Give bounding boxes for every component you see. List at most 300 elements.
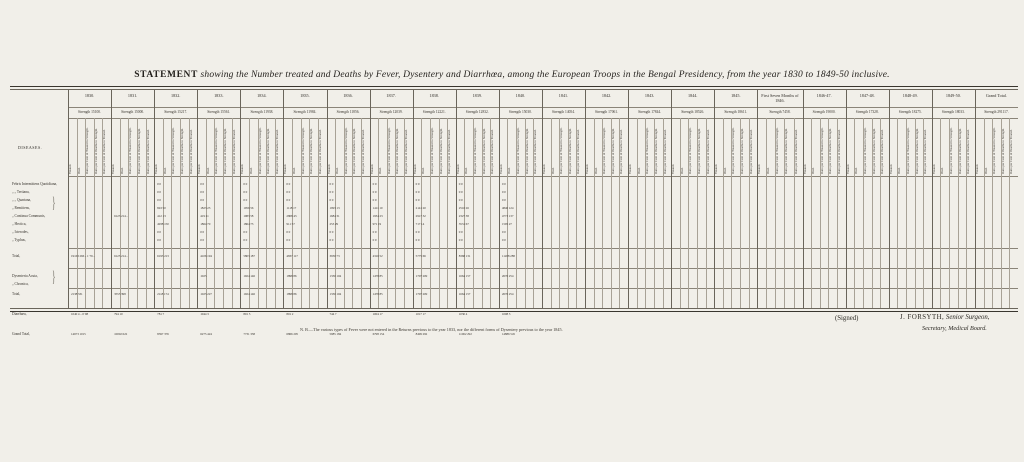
- table-cell: 4938 150: [157, 222, 169, 226]
- subcolumn-header: Ratio per Cent of Deaths to Strength.: [266, 128, 271, 174]
- table-cell: 0 0: [458, 238, 463, 242]
- subcolumn-rule: [923, 118, 924, 308]
- subcolumn-header: Ratio per Cent of Treated to Strength.: [645, 127, 650, 174]
- table-cell: 0 0: [243, 190, 248, 194]
- year-header: 1848-49.: [902, 93, 918, 98]
- subcolumn-rule: [731, 118, 732, 308]
- signatory-name-text: J. FORSYTH,: [900, 314, 945, 321]
- table-cell: 3555 398: [114, 292, 126, 296]
- subcolumn-header: Ratio per Cent of Deaths to Treated.: [793, 129, 798, 174]
- subcolumn-header: Treated.: [326, 163, 331, 174]
- subcolumn-header: Ratio per Cent of Deaths to Treated.: [102, 129, 107, 174]
- table-cell: 1684 31: [329, 214, 340, 218]
- footnote: N. B.—The various types of Fever were not entered in the Returns previous to the year 1833, nor the different forms of Dysentery previous to the year 1845.: [300, 327, 563, 332]
- year-header: 1840.: [515, 93, 526, 98]
- strength-label: Strength 18275.: [898, 110, 922, 114]
- table-cell: 5775 66: [415, 254, 426, 258]
- table-cell: 0 0: [200, 182, 205, 186]
- table-cell: 0 0: [157, 198, 161, 202]
- subcolumn-header: Ratio per Cent of Deaths to Strength.: [914, 128, 919, 174]
- subcolumn-header: Ratio per Cent of Treated to Strength.: [386, 127, 391, 174]
- subcolumn-header: Ratio per Cent of Deaths to Strength.: [395, 128, 400, 174]
- table-cell: 0 0: [157, 182, 161, 186]
- subcolumn-header: Treated.: [68, 163, 72, 174]
- subcolumn-rule: [137, 118, 138, 308]
- year-header: 1841.: [558, 93, 569, 98]
- subcolumn-header: Treated.: [671, 163, 676, 174]
- subcolumn-rule: [361, 118, 362, 308]
- subcolumn-header: Ratio per Cent of Deaths to Strength.: [180, 128, 185, 174]
- subcolumn-rule: [146, 118, 147, 308]
- table-cell: 6125 214 ..: [114, 254, 128, 258]
- subcolumn-rule: [568, 118, 569, 308]
- subcolumn-header: Died.: [464, 167, 469, 174]
- year-header: 1833.: [214, 93, 224, 98]
- table-cell: 1017 17: [415, 312, 426, 316]
- table-cell: 5803 187: [243, 254, 255, 258]
- table-cell: 971 19: [372, 222, 382, 226]
- subcolumn-header: Ratio per Cent of Deaths to Treated.: [404, 129, 409, 174]
- signatory-role-2: Secretary, Medical Board.: [922, 325, 987, 332]
- subcolumn-header: Ratio per Cent of Deaths to Strength.: [740, 128, 745, 174]
- table-cell: 8397 376: [157, 332, 169, 336]
- table-cell: 0 0: [286, 238, 291, 242]
- table-cell: 2118 174: [157, 292, 169, 296]
- subcolumn-header: Treated.: [628, 163, 633, 174]
- subcolumn-header: Died.: [205, 167, 210, 174]
- subcolumn-header: Ratio per Cent of Deaths to Treated.: [317, 129, 322, 174]
- table-cell: 0 0: [372, 190, 377, 194]
- title-lead: STATEMENT: [134, 70, 198, 80]
- subcolumn-rule: [275, 118, 276, 308]
- table-cell: 1025 227: [200, 292, 212, 296]
- subcolumn-header: Ratio per Cent of Deaths to Strength.: [784, 128, 789, 174]
- subcolumn-header: Treated.: [154, 163, 159, 174]
- subcolumn-rule: [949, 118, 950, 308]
- table-cell: 0 0: [329, 238, 334, 242]
- table-cell: 0 0: [200, 198, 205, 202]
- table-cell: 1478 85: [372, 274, 383, 278]
- subcolumn-rule: [1001, 118, 1002, 308]
- subcolumn-rule: [490, 118, 491, 308]
- table-cell: 0 0: [501, 182, 506, 186]
- subcolumn-header: Ratio per Cent of Deaths to Treated.: [188, 129, 193, 174]
- subcolumn-rule: [576, 118, 577, 308]
- subcolumn-rule: [335, 118, 336, 308]
- subcolumn-rule: [120, 118, 121, 308]
- row-label: „ Hectica,: [12, 222, 27, 226]
- table-cell: 0 0: [501, 190, 506, 194]
- title-rest: showing the Number treated and Deaths by Fever, Dysentery and Diarrhœa, among the European Troops in the Bengal Presidency, from the year 1830 to 1849-50 inclusive.: [200, 70, 890, 80]
- subcolumn-rule: [1009, 118, 1010, 308]
- row-label: „ Chronica,: [12, 282, 29, 286]
- table-cell: 1004 17: [372, 312, 383, 316]
- subcolumn-header: Ratio per Cent of Deaths to Treated.: [748, 129, 753, 174]
- subcolumn-rule: [249, 118, 250, 308]
- subcolumn-rule: [430, 118, 431, 308]
- subcolumn-header: Ratio per Cent of Deaths to Strength.: [828, 128, 833, 174]
- subcolumn-rule: [301, 118, 302, 308]
- subcolumn-rule: [516, 118, 517, 308]
- subcolumn-header: Died.: [507, 167, 512, 174]
- table-cell: 0 0: [415, 238, 420, 242]
- subcolumn-header: Died.: [722, 167, 727, 174]
- subcolumn-header: Treated.: [197, 163, 202, 174]
- table-cell: 7731 338: [243, 332, 255, 336]
- year-header: Grand Total.: [985, 93, 1007, 98]
- strength-header-rule: [68, 118, 1018, 119]
- strength-label: Strength 17061.: [595, 110, 619, 114]
- subcolumn-rule: [984, 118, 985, 308]
- table-cell: 10002 622: [114, 332, 128, 336]
- strength-label: Strength 17328.: [855, 110, 879, 114]
- subcolumn-rule: [723, 118, 724, 308]
- strength-label: Strength 12221.: [422, 110, 446, 114]
- table-cell: 1664 157: [458, 274, 471, 278]
- subcolumn-header: Ratio per Cent of Treated to Strength.: [343, 127, 348, 174]
- subcolumn-header: Ratio per Cent of Treated to Strength.: [257, 127, 262, 174]
- table-cell: 3531 67: [458, 222, 469, 226]
- table-cell: 1664 157: [458, 292, 471, 296]
- subcolumn-rule: [421, 118, 422, 308]
- table-cell: 0 0: [458, 198, 463, 202]
- diseases-header: DISEASES.: [18, 145, 43, 150]
- subcolumn-rule: [697, 118, 698, 308]
- table-cell: 1864 73: [243, 222, 254, 226]
- table-cell: 6275 424: [200, 332, 212, 336]
- subcolumn-header: Ratio per Cent of Deaths to Treated.: [662, 129, 667, 174]
- table-cell: 0 0: [286, 198, 291, 202]
- table-cell: 4773 137: [501, 214, 514, 218]
- table-cell: 744 7: [329, 312, 337, 316]
- table-cell: 0 0: [286, 182, 291, 186]
- table-cell: 0 0: [458, 230, 463, 234]
- row-label: Febris Intermittens Quotidiana,: [12, 182, 58, 186]
- fever-total-rule: [68, 248, 1018, 249]
- subcolumn-header: Ratio per Cent of Deaths to Strength.: [610, 128, 615, 174]
- table-cell: 0 0: [157, 238, 161, 242]
- subcolumn-header: Ratio per Cent of Deaths to Treated.: [533, 129, 538, 174]
- table-cell: 1864 70: [200, 222, 211, 226]
- table-cell: 1118 17: [286, 206, 297, 210]
- table-cell: 0 0: [329, 190, 334, 194]
- subcolumn-rule: [811, 118, 812, 308]
- year-header: 1830.: [84, 93, 95, 98]
- subcolumn-rule: [680, 118, 681, 308]
- subcolumn-rule: [206, 118, 207, 308]
- subcolumn-rule: [163, 118, 164, 308]
- subcolumn-rule: [688, 118, 689, 308]
- subcolumn-rule: [292, 118, 293, 308]
- strength-label: Strength 18611.: [724, 110, 748, 114]
- table-cell: 11208 288: [501, 254, 515, 258]
- subcolumn-header: Treated.: [369, 163, 374, 174]
- strength-label: Strength 15561.: [207, 110, 231, 114]
- subcolumn-header: Ratio per Cent of Deaths to Strength.: [567, 128, 572, 174]
- subcolumn-header: Died.: [550, 167, 555, 174]
- subcolumn-rule: [77, 118, 78, 308]
- table-cell: 0 0: [243, 198, 248, 202]
- table-cell: 0 0: [415, 198, 420, 202]
- subcolumn-rule: [128, 118, 129, 308]
- subcolumn-rule: [749, 118, 750, 308]
- subcolumn-header: Ratio per Cent of Deaths to Strength.: [438, 128, 443, 174]
- table-cell: 717 14: [415, 222, 425, 226]
- table-cell: 0 0: [200, 238, 205, 242]
- table-cell: 2510 26: [458, 206, 469, 210]
- table-cell: 1924 146: [243, 292, 255, 296]
- year-header: 1844.: [688, 93, 698, 98]
- table-cell: 0 0: [415, 230, 420, 234]
- subcolumn-rule: [820, 118, 821, 308]
- table-cell: 0 0: [372, 230, 377, 234]
- subcolumn-header: Ratio per Cent of Deaths to Treated.: [231, 129, 236, 174]
- strength-label: Strength 15000.: [121, 110, 145, 114]
- year-header: 1849-50.: [945, 93, 961, 98]
- subcolumn-rule: [766, 118, 767, 308]
- table-cell: 0 0: [501, 238, 506, 242]
- subcolumn-rule: [828, 118, 829, 308]
- row-label: Dysenteria Acuta,: [12, 274, 38, 278]
- table-cell: 1993 13: [329, 206, 340, 210]
- subcolumn-header: Treated.: [455, 163, 460, 174]
- table-cell: 0 0: [372, 238, 377, 242]
- subcolumn-header: Died.: [766, 167, 771, 174]
- year-header: 1846-47.: [816, 93, 832, 98]
- subcolumn-rule: [94, 118, 95, 308]
- year-header: 1831.: [127, 93, 138, 98]
- subcolumn-header: Ratio per Cent of Treated to Strength.: [128, 127, 133, 174]
- subcolumn-header: Treated.: [974, 163, 979, 174]
- table-cell: 11062 292: [458, 332, 472, 336]
- subcolumn-header: Died.: [854, 167, 859, 174]
- subcolumn-header: Treated.: [498, 163, 503, 174]
- table-cell: 0 0: [372, 182, 377, 186]
- subcolumn-rule: [378, 118, 379, 308]
- strength-label: Strength 12039.: [379, 110, 403, 114]
- subcolumn-header: Ratio per Cent of Deaths to Strength.: [524, 128, 529, 174]
- year-header: 1843.: [644, 93, 655, 98]
- strength-label: Strength 11856.: [336, 110, 360, 114]
- year-header: 1832.: [170, 93, 181, 98]
- subcolumn-header: Died.: [811, 167, 816, 174]
- subcolumn-header: Ratio per Cent of Treated to Strength.: [516, 127, 521, 174]
- table-cell: 801 5: [243, 312, 251, 316]
- subcolumn-rule: [180, 118, 181, 308]
- subcolumn-header: Treated.: [845, 163, 850, 174]
- table-cell: 1411 10: [372, 206, 383, 210]
- table-cell: 1707 209: [415, 292, 428, 296]
- table-cell: 2670 254: [501, 292, 514, 296]
- subcolumn-header: Ratio per Cent of Deaths to Treated.: [837, 129, 842, 174]
- table-cell: 6123 214 ..: [114, 214, 128, 218]
- subcolumn-header: Died.: [897, 167, 902, 174]
- year-header: 1835.: [300, 93, 310, 98]
- subcolumn-header: Died.: [292, 167, 297, 174]
- subcolumn-rule: [784, 118, 785, 308]
- subcolumn-rule: [223, 118, 224, 308]
- subcolumn-rule: [654, 118, 655, 308]
- subcolumn-header: Ratio per Cent of Deaths to Treated.: [705, 129, 710, 174]
- subcolumn-header: Died.: [378, 167, 383, 174]
- subcolumn-header: Ratio per Cent of Deaths to Treated.: [576, 129, 581, 174]
- row-label: „ Typhus,: [12, 238, 26, 242]
- strength-label: Strength 11984.: [293, 110, 317, 114]
- table-cell: 1707 209: [415, 274, 428, 278]
- subcolumn-rule: [214, 118, 215, 308]
- subcolumn-header: Ratio per Cent of Deaths to Treated.: [490, 129, 495, 174]
- subcolumn-header: Treated.: [931, 163, 936, 174]
- subcolumn-header: Ratio per Cent of Treated to Strength.: [949, 127, 954, 174]
- table-cell: 911 57: [286, 222, 295, 226]
- subcolumn-header: Ratio per Cent of Treated to Strength.: [862, 127, 867, 174]
- table-cell: 0 0: [501, 198, 506, 202]
- subcolumn-rule: [740, 118, 741, 308]
- subcolumn-rule: [663, 118, 664, 308]
- subcolumn-rule: [258, 118, 259, 308]
- subcolumn-header: Treated.: [802, 163, 807, 174]
- subcolumn-rule: [880, 118, 881, 308]
- signed-label: (Signed): [835, 315, 859, 322]
- table-cell: 1934 23: [372, 214, 383, 218]
- subcolumn-header: Died.: [636, 167, 641, 174]
- table-cell: 4837 117: [286, 254, 298, 258]
- subcolumn-header: Treated.: [283, 163, 288, 174]
- strength-label: Strength 291117.: [984, 110, 1009, 114]
- subcolumn-header: Ratio per Cent of Deaths to Treated.: [1009, 129, 1014, 174]
- subcolumn-header: Ratio per Cent of Deaths to Strength.: [957, 128, 962, 174]
- table-cell: 2808 43: [286, 214, 297, 218]
- subcolumn-header: Ratio per Cent of Treated to Strength.: [775, 127, 780, 174]
- table-cell: 253 29: [329, 222, 338, 226]
- table-cell: 0 0: [329, 182, 334, 186]
- subcolumn-header: Died.: [162, 167, 167, 174]
- subcolumn-header: Ratio per Cent of Deaths to Treated.: [145, 129, 150, 174]
- year-header: 1845.: [731, 93, 741, 98]
- subcolumn-rule: [594, 118, 595, 308]
- subcolumn-rule: [966, 118, 967, 308]
- subcolumn-header: Treated.: [714, 163, 719, 174]
- year-header: 1847-48.: [859, 93, 875, 98]
- subcolumn-rule: [551, 118, 552, 308]
- subcolumn-rule: [232, 118, 233, 308]
- subcolumn-rule: [464, 118, 465, 308]
- subcolumn-rule: [352, 118, 353, 308]
- year-header: 1834.: [257, 93, 267, 98]
- strength-label: Strength 17844.: [638, 110, 662, 114]
- table-cell: 1898 86: [286, 292, 297, 296]
- fever-brace: }: [52, 195, 56, 212]
- subcolumn-header: Died.: [421, 167, 426, 174]
- subcolumn-header: Ratio per Cent of Deaths to Strength.: [309, 128, 314, 174]
- subcolumn-header: Ratio per Cent of Treated to Strength.: [171, 127, 176, 174]
- subcolumn-rule: [897, 118, 898, 308]
- subcolumn-rule: [775, 118, 776, 308]
- strength-label: Strength 11938.: [250, 110, 274, 114]
- subcolumn-rule: [439, 118, 440, 308]
- table-cell: 4840 124: [501, 206, 514, 210]
- table-cell: 0 0: [243, 182, 248, 186]
- signatory-role-1: Senior Surgeon,: [945, 314, 990, 321]
- strength-label: Strength 7458.: [769, 110, 791, 114]
- subcolumn-header: Ratio per Cent of Deaths to Strength.: [481, 128, 486, 174]
- table-cell: 0 0: [329, 198, 334, 202]
- subcolumn-header: Ratio per Cent of Deaths to Strength.: [136, 128, 141, 174]
- row-label: Total,: [12, 254, 21, 258]
- subcolumn-header: Died.: [248, 167, 253, 174]
- subcolumn-header: Ratio per Cent of Deaths to Strength.: [871, 128, 876, 174]
- table-cell: 4106 194: [200, 254, 212, 258]
- subcolumn-rule: [309, 118, 310, 308]
- dysentery-brace: }: [52, 269, 56, 286]
- subcolumn-rule: [447, 118, 448, 308]
- row-label: „ „ Quartana,: [12, 198, 32, 202]
- table-cell: 0 0: [458, 182, 463, 186]
- table-cell: 1008 3: [501, 312, 511, 316]
- table-cell: 1478 85: [372, 292, 383, 296]
- subcolumn-header: Ratio per Cent of Treated to Strength.: [992, 127, 997, 174]
- subcolumn-rule: [794, 118, 795, 308]
- subcolumn-header: Died.: [940, 167, 945, 174]
- subcolumn-rule: [906, 118, 907, 308]
- subcolumn-rule: [645, 118, 646, 308]
- statement-title: [0, 70, 1024, 80]
- subcolumn-rule: [473, 118, 474, 308]
- subcolumn-header: Ratio per Cent of Deaths to Treated.: [923, 129, 928, 174]
- table-cell: 2917 32: [415, 214, 426, 218]
- table-cell: 0 0: [415, 190, 420, 194]
- subcolumn-header: Ratio per Cent of Deaths to Treated.: [447, 129, 452, 174]
- subcolumn-rule: [611, 118, 612, 308]
- subcolumn-rule: [637, 118, 638, 308]
- table-cell: 794 10: [114, 312, 123, 316]
- table-cell: 2670 254: [501, 274, 514, 278]
- diarrhoea-rule: [68, 288, 1018, 289]
- dysentery-total-rule: [68, 268, 1018, 269]
- subcolumn-rule: [344, 118, 345, 308]
- subcolumn-header: Died.: [335, 167, 340, 174]
- subcolumn-header: Treated.: [585, 163, 589, 174]
- subcolumn-rule: [266, 118, 267, 308]
- subcolumn-header: Died.: [679, 167, 684, 174]
- table-cell: 0 0: [200, 230, 205, 234]
- table-cell: 0 0: [243, 238, 248, 242]
- subcolumn-rule: [706, 118, 707, 308]
- year-header-rule: [68, 107, 1018, 108]
- table-cell: 0 0: [200, 190, 205, 194]
- subcolumn-rule: [872, 118, 873, 308]
- subcolumn-header: Ratio per Cent of Deaths to Treated.: [619, 129, 624, 174]
- column-header-rule: [68, 176, 1018, 177]
- table-cell: 1983 58: [243, 214, 254, 218]
- row-label: „ Remittens,: [12, 206, 30, 210]
- table-cell: 2138 331: [71, 292, 83, 296]
- subcolumn-header: Ratio per Cent of Deaths to Treated.: [880, 129, 885, 174]
- subcolumn-header: Treated.: [111, 163, 116, 174]
- subcolumn-rule: [915, 118, 916, 308]
- table-cell: 8368 131: [458, 254, 471, 258]
- table-cell: 0 0: [157, 190, 161, 194]
- year-header: 1842.: [601, 93, 612, 98]
- table-cell: 8499 292: [415, 332, 428, 336]
- subcolumn-header: Ratio per Cent of Treated to Strength.: [472, 127, 477, 174]
- subcolumn-header: Treated.: [541, 163, 546, 174]
- subcolumn-header: Ratio per Cent of Deaths to Strength.: [1000, 128, 1005, 174]
- table-cell: 0 0: [157, 230, 161, 234]
- table-cell: 412 13: [157, 214, 166, 218]
- subcolumn-header: Treated.: [757, 163, 762, 174]
- subcolumn-rule: [602, 118, 603, 308]
